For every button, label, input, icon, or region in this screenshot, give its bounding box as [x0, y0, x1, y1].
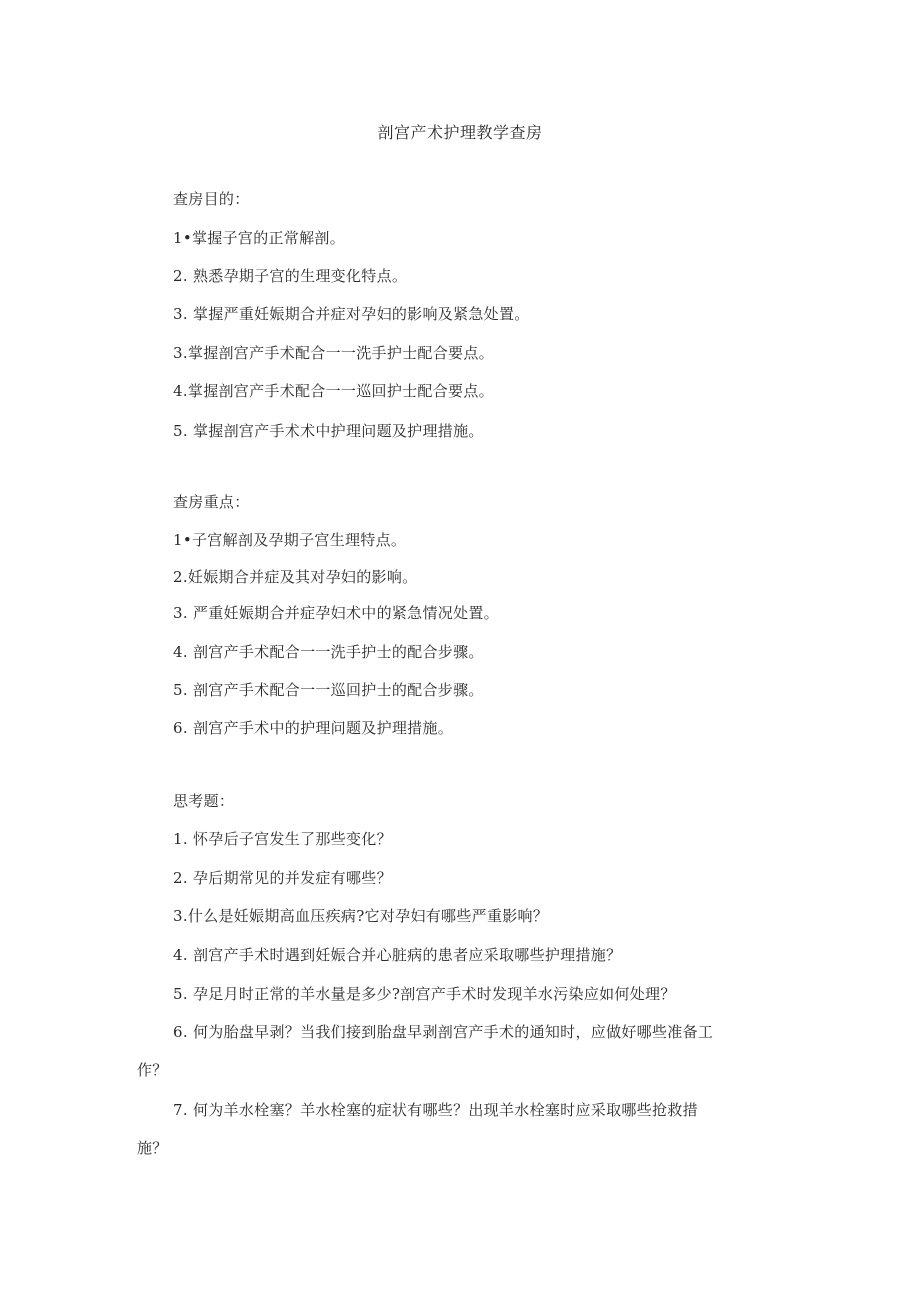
question-item: 2. 孕后期常见的并发症有哪些？ — [173, 869, 392, 887]
objective-item: 2. 熟悉孕期子宫的生理变化特点。 — [173, 267, 408, 285]
objective-item: 4.掌握剖宫产手术配合一一巡回护士配合要点。 — [173, 382, 494, 400]
objective-item: 3.掌握剖宫产手术配合一一洗手护士配合要点。 — [173, 344, 494, 362]
key-point-item: 5. 剖宫产手术配合一一巡回护士的配合步骤。 — [173, 681, 484, 699]
objectives-heading: 查房目的： — [173, 190, 250, 208]
question-item: 5. 孕足月时正常的羊水量是多少?剖宫产手术时发现羊水污染应如何处理？ — [173, 985, 676, 1003]
question-item: 4. 剖宫产手术时遇到妊娠合并心脏病的患者应采取哪些护理措施？ — [173, 946, 622, 964]
key-point-item: 4. 剖宫产手术配合一一洗手护士的配合步骤。 — [173, 643, 484, 661]
objective-item: 1•掌握子宫的正常解剖。 — [173, 229, 345, 247]
question-item-7-line2: 施？ — [137, 1139, 168, 1157]
document-title: 剖宫产术护理教学查房 — [377, 123, 543, 142]
key-point-item: 6. 剖宫产手术中的护理问题及护理措施。 — [173, 719, 454, 737]
objective-item: 3. 掌握严重妊娠期合并症对孕妇的影响及紧急处置。 — [173, 305, 530, 323]
question-item-7-line1: 7. 何为羊水栓塞？羊水栓塞的症状有哪些？出现羊水栓塞时应采取哪些抢救措 — [173, 1101, 698, 1119]
questions-heading: 思考题： — [173, 792, 235, 810]
question-item-6-line1: 6. 何为胎盘早剥？当我们接到胎盘早剥剖宫产手术的通知时，应做好哪些准备工 — [173, 1023, 714, 1041]
question-item-6-line2: 作？ — [137, 1061, 168, 1079]
key-points-heading: 查房重点： — [173, 493, 250, 511]
objective-item: 5. 掌握剖宫产手术术中护理问题及护理措施。 — [173, 422, 484, 440]
key-point-item: 1•子宫解剖及孕期子宫生理特点。 — [173, 531, 407, 549]
key-point-item: 3. 严重妊娠期合并症孕妇术中的紧急情况处置。 — [173, 604, 499, 622]
question-item: 1. 怀孕后子宫发生了那些变化？ — [173, 830, 392, 848]
key-point-item: 2.妊娠期合并症及其对孕妇的影响。 — [173, 568, 418, 586]
question-item: 3.什么是妊娠期高血压疾病?它对孕妇有哪些严重影响？ — [173, 907, 549, 925]
